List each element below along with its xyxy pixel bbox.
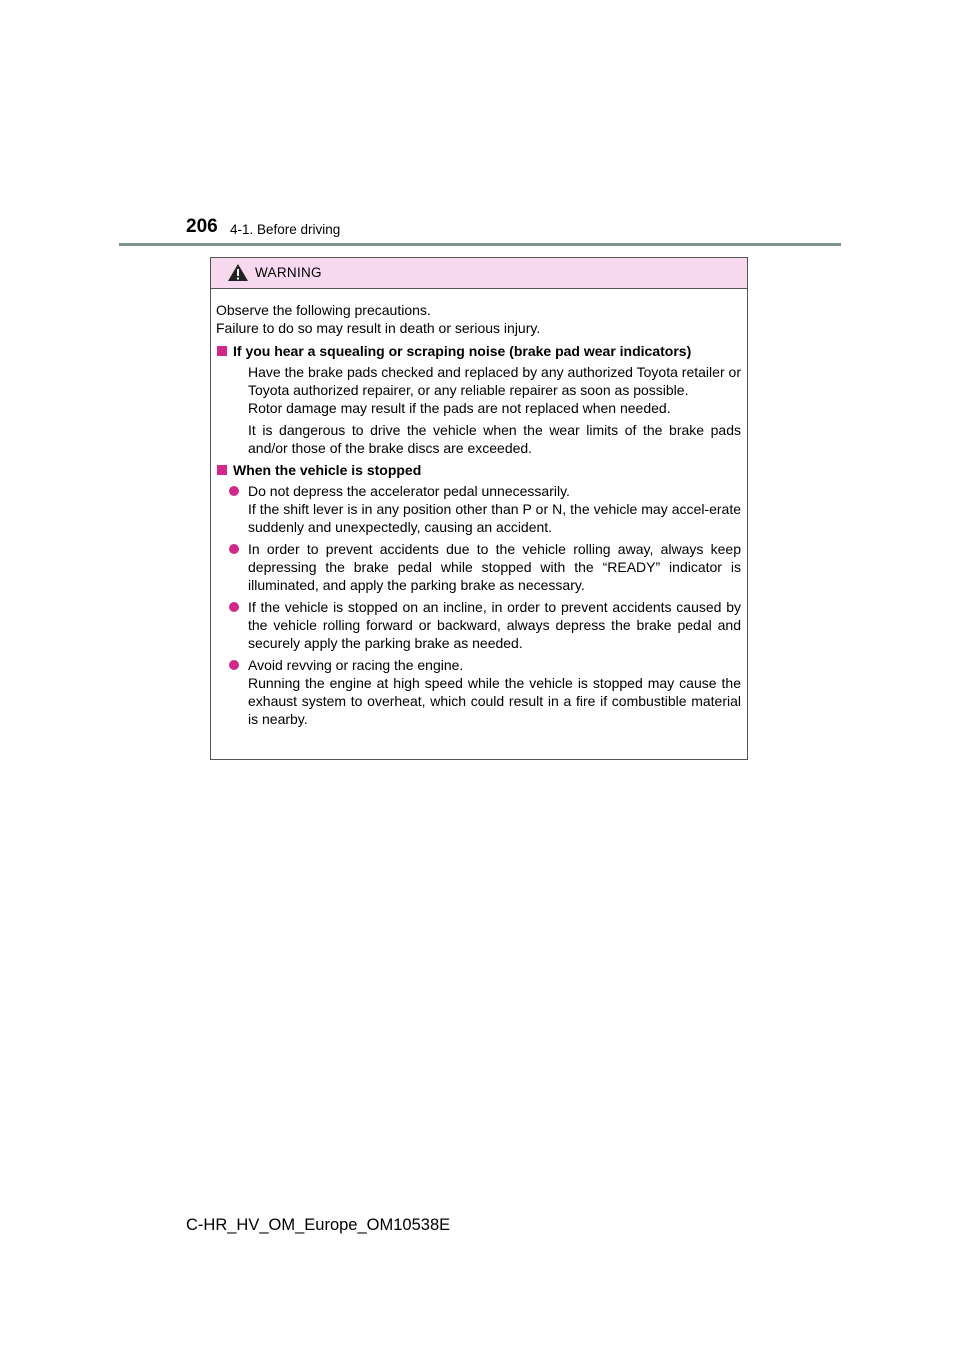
bullet-line: Avoid revving or racing the engine.: [248, 657, 464, 673]
round-bullet-icon: [229, 486, 239, 496]
intro-line: Failure to do so may result in death or serious injury.: [216, 320, 541, 336]
bullet-line: If the shift lever is in any position other than P or N, the vehicle may accel-erate suddenly and unexpectedly, causing an accident.: [248, 501, 741, 535]
paragraph: Have the brake pads checked and replaced by any authorized Toyota retailer or Toyota authorized repairer, or any reliable repairer as soon as possible.: [248, 364, 741, 398]
section-heading: [216, 342, 741, 360]
bullet-item: [216, 482, 741, 536]
square-bullet-icon: [217, 465, 227, 475]
document-code: C-HR_HV_OM_Europe_OM10538E: [186, 1216, 451, 1234]
warning-box: [210, 257, 748, 760]
bullet-line: If the vehicle is stopped on an incline, in order to prevent accidents caused by the vehicle rolling forward or backward, always depress the brake pedal and securely apply the parking brake as needed.: [248, 599, 741, 651]
round-bullet-icon: [229, 544, 239, 554]
bullet-item: [216, 540, 741, 594]
square-bullet-icon: [217, 346, 227, 356]
bullet-line: Do not depress the accelerator pedal unnecessarily.: [248, 483, 570, 499]
paragraph: Rotor damage may result if the pads are not replaced when needed.: [248, 400, 671, 416]
section-heading-text: When the vehicle is stopped: [233, 462, 422, 478]
section-label: 4-1. Before driving: [230, 222, 341, 237]
section-heading: [216, 461, 741, 479]
round-bullet-icon: [229, 660, 239, 670]
round-bullet-icon: [229, 602, 239, 612]
bullet-item: [216, 656, 741, 728]
bullet-line: In order to prevent accidents due to the vehicle rolling away, always keep depressing the brake pedal while stopped with the “READY” indicator is illuminated, and apply the parking brake as necessary.: [248, 541, 741, 593]
bullet-item: [216, 598, 741, 652]
paragraph: It is dangerous to drive the vehicle when the wear limits of the brake pads and/or those of the brake discs are exceeded.: [248, 422, 741, 456]
intro-line: Observe the following precautions.: [216, 302, 431, 318]
warning-header: [211, 258, 747, 289]
section-heading-text: If you hear a squealing or scraping noise (brake pad wear indicators): [233, 343, 692, 359]
warning-body: [211, 289, 747, 728]
warning-title: WARNING: [255, 265, 322, 280]
warning-triangle-icon: [227, 263, 249, 282]
bullet-line: Running the engine at high speed while the vehicle is stopped may cause the exhaust system to overheat, which could result in a fire if combustible material is nearby.: [248, 675, 741, 727]
header-rule: [119, 243, 841, 246]
page-number: 206: [186, 216, 218, 237]
